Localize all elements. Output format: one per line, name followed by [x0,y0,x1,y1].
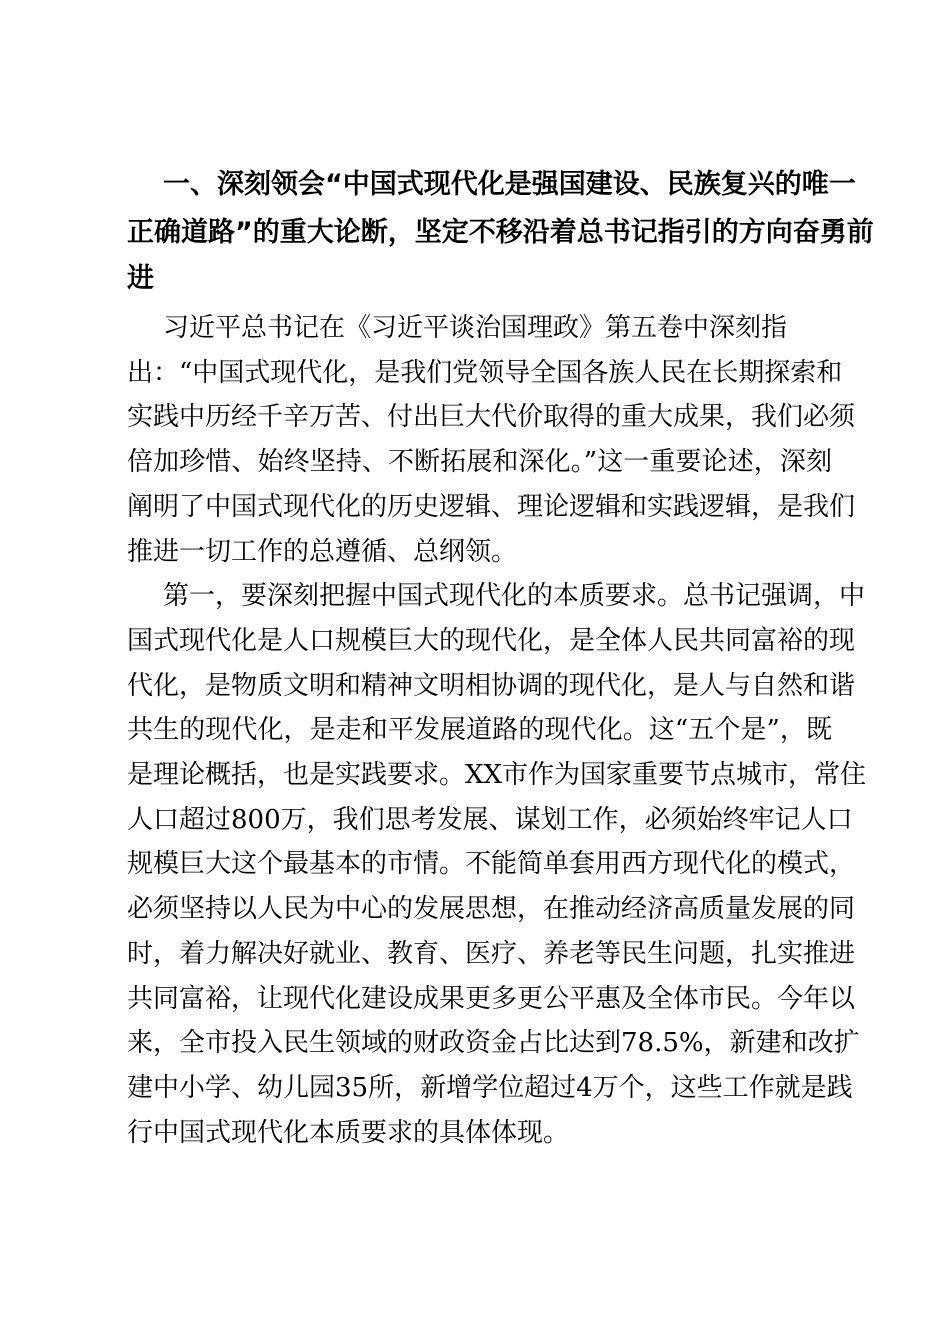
text-line: 共生的现代化，是走和平发展道路的现代化。这“五个是”，既 [127,715,832,746]
text-line: 推进一切工作的总遵循、总纲领。 [127,536,518,567]
text-line: 共同富裕，让现代化建设成果更多更公平惠及全体市民。今年以 [127,983,856,1014]
text-line: 国式现代化是人口规模巨大的现代化，是全体人民共同富裕的现 [127,625,856,656]
text-line: 倍加珍惜、始终坚持、不断拓展和深化。”这一重要论述，深刻 [127,447,832,478]
text-line: 行中国式现代化本质要求的具体体现。 [127,1117,570,1148]
text-line: 必须坚持以人民为中心的发展思想，在推动经济高质量发展的同 [127,894,856,925]
heading-line: 进 [127,263,154,294]
text-line: 实践中历经千辛万苦、付出巨大代价取得的重大成果，我们必须 [127,402,856,433]
paragraph-first-point [127,574,867,1155]
text-line: 阐明了中国式现代化的历史逻辑、理论逻辑和实践逻辑，是我们 [127,491,856,522]
text-line: 代化，是物质文明和精神文明相协调的现代化，是人与自然和谐 [127,670,856,701]
text-line: 出：“中国式现代化，是我们党领导全国各族人民在长期探索和 [127,357,843,388]
heading-line: 一、深刻领会“中国式现代化是强国建设、民族复兴的唯一 [163,169,856,200]
text-line: 第一，要深刻把握中国式现代化的本质要求。总书记强调，中 [163,581,866,612]
text-line: 习近平总书记在《习近平谈治国理政》第五卷中深刻指 [163,313,788,343]
text-line: 来，全市投入民生领域的财政资金占比达到78.5%，新建和改扩 [127,1028,860,1059]
text-line: 人口超过800万，我们思考发展、谋划工作，必须始终牢记人口 [127,804,853,835]
text-line: 是理论概括，也是实践要求。XX市作为国家重要节点城市，常住 [127,760,867,791]
section-heading [127,160,874,302]
text-line: 建中小学、幼儿园35所，新增学位超过4万个，这些工作就是践 [127,1072,853,1103]
text-line: 时，着力解决好就业、教育、医疗、养老等民生问题，扎实推进 [127,938,856,969]
paragraph-intro [127,306,856,574]
text-line: 规模巨大这个最基本的市情。不能简单套用西方现代化的模式， [127,849,856,880]
heading-line: 正确道路”的重大论断，坚定不移沿着总书记指引的方向奋勇前 [127,217,874,248]
body-text [127,306,867,1155]
